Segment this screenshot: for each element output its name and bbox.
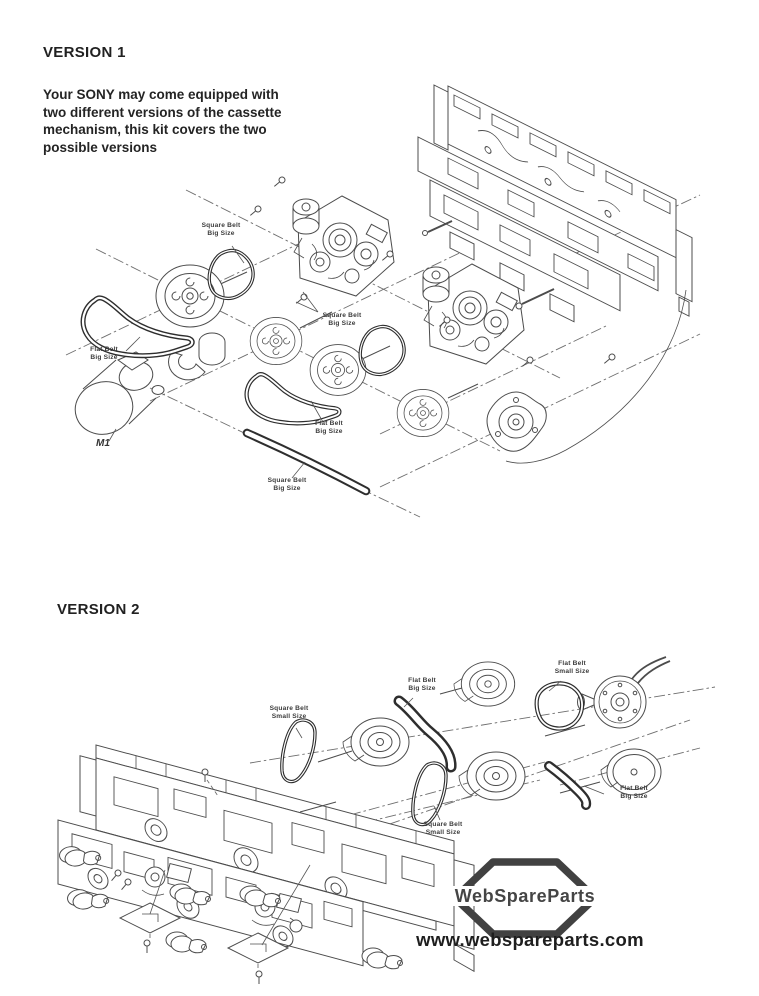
v1-label-flat-belt-big-2: Flat Belt Big Size xyxy=(315,420,343,435)
v1-label-square-belt-big-2: Square Belt Big Size xyxy=(322,312,362,327)
v1-label-square-belt-big-1: Square Belt Big Size xyxy=(201,222,241,237)
intro-line-3: mechanism, this kit covers the two xyxy=(43,122,267,137)
v2-label-square-belt-small-2: Square Belt Small Size xyxy=(423,821,463,836)
v2-square-belt-small-1 xyxy=(282,720,315,781)
version1-diagram xyxy=(0,60,759,530)
v2-label-flat-belt-small: Flat Belt Small Size xyxy=(554,660,590,675)
v1-label-square-belt-big-3: Square Belt Big Size xyxy=(267,477,307,492)
intro-line-2: two different versions of the cassette xyxy=(43,104,282,120)
webspareparts-logo-text: WebSpareParts xyxy=(437,886,613,907)
website-url: www.webspareparts.com xyxy=(416,929,644,950)
v2-label-square-belt-small-1: Square Belt Small Size xyxy=(269,705,309,720)
v1-label-motor-m1: M1 xyxy=(96,438,110,449)
intro-line-1: Your SONY may come equipped with xyxy=(43,87,279,102)
v1-clamp xyxy=(169,333,225,380)
v2-label-flat-belt-big-1: Flat Belt Big Size xyxy=(408,677,436,692)
v1-motor-m1 xyxy=(68,352,164,442)
version1-heading: VERSION 1 xyxy=(43,44,126,61)
v2-drum-pulley-1 xyxy=(343,718,409,766)
v1-flywheel xyxy=(487,392,546,451)
v1-square-belt-big-2 xyxy=(360,327,404,375)
v1-pulley-3 xyxy=(310,345,366,396)
v2-drum-pulley-3 xyxy=(454,662,515,706)
version2-heading: VERSION 2 xyxy=(57,601,140,618)
v2-label-flat-belt-big-2: Flat Belt Big Size xyxy=(620,785,648,800)
intro-line-4: possible versions xyxy=(43,139,158,155)
v1-pulley-2 xyxy=(250,317,302,364)
v2-drum-pulley-2 xyxy=(459,752,525,800)
v1-pulley-4 xyxy=(397,389,449,436)
v2-flat-belt-big-2 xyxy=(549,766,586,805)
v1-mechanism-1 xyxy=(293,196,394,296)
v2-flat-belt-small xyxy=(537,683,582,728)
v1-label-flat-belt-big-1: Flat Belt Big Size xyxy=(90,346,118,361)
v1-pulley-1 xyxy=(156,265,224,327)
